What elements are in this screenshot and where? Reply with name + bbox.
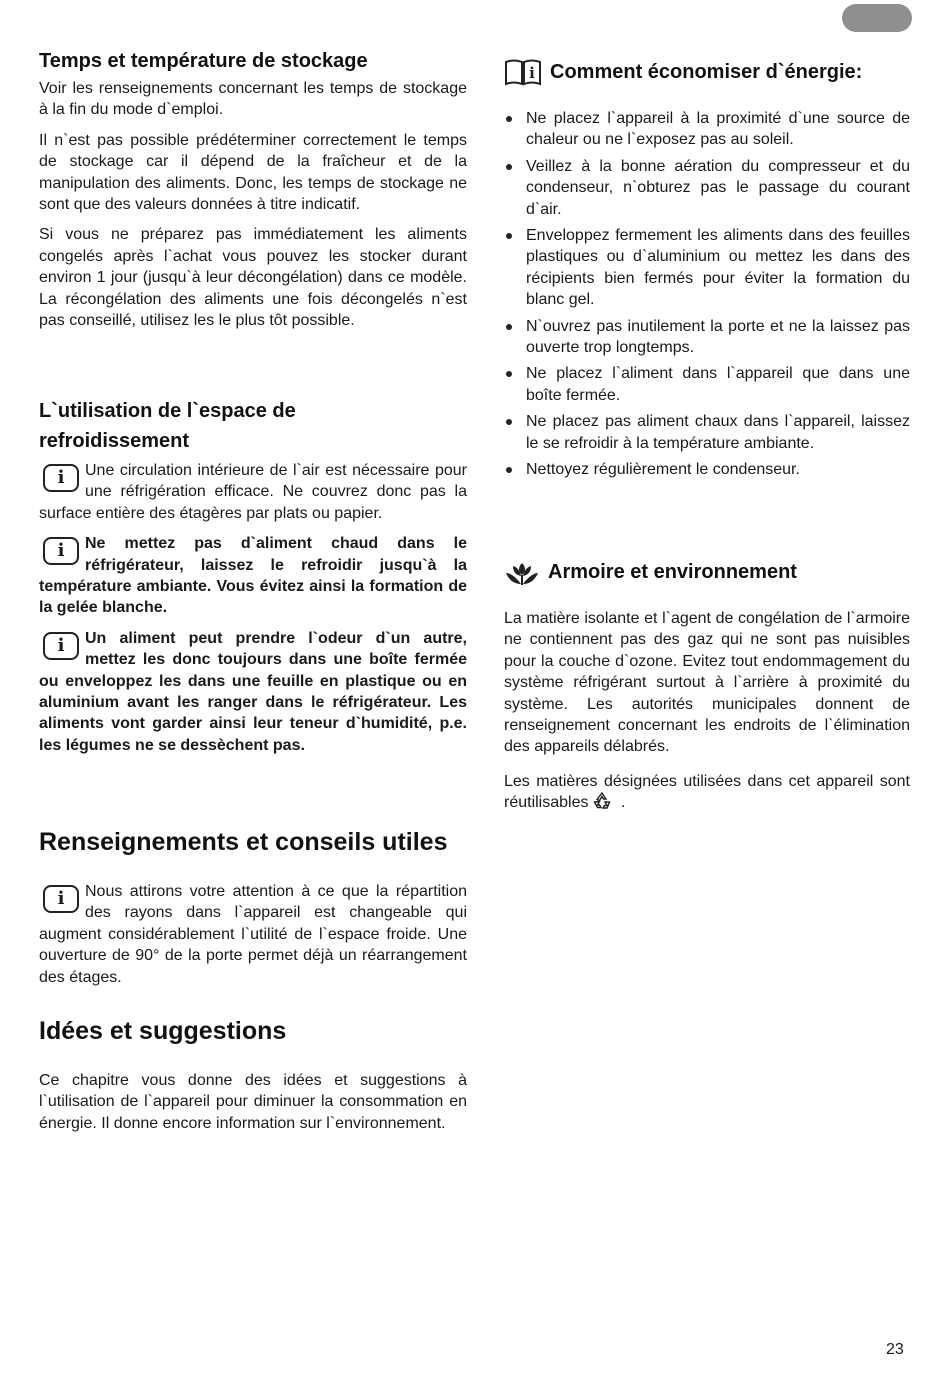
info-icon: i [43, 632, 79, 660]
cooling-note-3-text: Un aliment peut prendre l`odeur d`un autre, mettez les donc toujours dans une boîte fermée ou enveloppez les dans une feuille en plastique ou en aluminium avant les ranger dans le réfrigérateur. Les aliments vont garder ainsi leur teneur d`humidité, p.e. les légumes ne se dessèchent pas. [39, 629, 467, 754]
list-item: Enveloppez fermement les aliments dans des feuilles plastiques ou d`aluminium ou mettez les dans des récipients bien fermés pour éviter la formation du blanc gel. [504, 225, 910, 311]
flower-icon [504, 557, 540, 587]
environment-paragraph-2-text: Les matières désignées utilisées dans cet appareil sont réutilisables [504, 772, 910, 812]
environment-paragraph-2-end: . [620, 794, 626, 812]
energy-list [504, 108, 910, 481]
tips-title: Renseignements et conseils utiles [39, 828, 448, 856]
list-item: Ne placez pas aliment chaux dans l`appareil, laissez le se refroidir à la température ambiante. [504, 411, 910, 454]
cooling-title: L`utilisation de l`espace de refroidissement [39, 400, 296, 452]
list-item: N`ouvrez pas inutilement la porte et ne la laissez pas ouverte trop longtemps. [504, 316, 910, 359]
energy-heading [504, 57, 910, 87]
environment-paragraph-2 [504, 771, 910, 817]
storage-paragraph-2: Il n`est pas possible prédéterminer correctement le temps de stockage car il dépend de la fraîcheur et de la manipulation des aliments. Donc, les temps de stockage ne sont que des valeurs données à titre indicatif. [39, 131, 467, 214]
cooling-note-2-text: Ne mettez pas d`aliment chaud dans le réfrigérateur, laissez le refroidir jusqu`à la température ambiante. Vous évitez ainsi la formation de la gelée blanche. [39, 535, 467, 617]
environment-section [504, 557, 910, 817]
recycle-icon [592, 792, 612, 816]
environment-title: Armoire et environnement [548, 561, 797, 583]
environment-heading [504, 557, 910, 587]
page-number: 23 [886, 1341, 904, 1358]
tips-note [39, 881, 467, 988]
cooling-note-3 [39, 628, 467, 756]
tips-note-text: Nous attirons votre attention à ce que la répartition des rayons dans l`appareil est changeable qui augment considérablement l`utilité de l`espace froide. Une ouverture de 90° de la porte permet déjà un réarrangement des étages. [39, 883, 467, 986]
info-icon: i [43, 885, 79, 913]
info-icon: i [43, 464, 79, 492]
cooling-note-2 [39, 533, 467, 619]
list-item: Ne placez l`aliment dans l`appareil que dans une boîte fermée. [504, 363, 910, 406]
storage-paragraph-3: Si vous ne préparez pas immédiatement les aliments congelés après l`achat vous pouvez les stocker durant environ 1 jour (jusqu`à leur décongélation) dans ce modèle. La récongélation des aliments une fois décongelés n`est pas conseillé, utilisez les le plus tôt possible. [39, 226, 467, 330]
energy-section [504, 57, 910, 486]
ideas-paragraph: Ce chapitre vous donne des idées et suggestions à l`utilisation de l`appareil pour diminuer la consommation en énergie. Il donne encore information sur l`environnement. [39, 1072, 467, 1132]
energy-title: Comment économiser d`énergie: [550, 61, 863, 83]
cooling-note-1 [39, 460, 467, 524]
svg-text:i: i [529, 64, 535, 82]
list-item: Veillez à la bonne aération du compresseur et du condenseur, n`obturez pas le passage du courant d`air. [504, 156, 910, 220]
list-item: Ne placez l`appareil à la proximité d`une source de chaleur ou ne l`exposez pas au soleil. [504, 108, 910, 151]
tips-section [39, 826, 467, 988]
ideas-title: Idées et suggestions [39, 1017, 287, 1045]
storage-paragraph-1: Voir les renseignements concernant les temps de stockage à la fin du mode d`emploi. [39, 80, 467, 119]
page-tab-marker [842, 4, 912, 32]
cooling-note-1-text: Une circulation intérieure de l`air est nécessaire pour une réfrigération efficace. Ne couvrez donc pas la surface entière des étagères par plats ou papier. [39, 462, 467, 522]
cooling-section [39, 396, 467, 756]
book-info-icon [504, 58, 542, 86]
storage-title: Temps et température de stockage [39, 50, 368, 72]
storage-section [39, 46, 467, 331]
ideas-section [39, 1015, 467, 1134]
environment-paragraph-1: La matière isolante et l`agent de congélation de l`armoire ne contiennent pas des gaz qui ne sont pas nuisibles pour la couche d`ozone. Evitez tout endommagement du système réfrigérant surtout à l`arrière à proximité du système. Les autorités municipales donnent de renseignement concernant les endroits de l`élimination des appareils délabrés. [504, 610, 910, 756]
list-item: Nettoyez régulièrement le condenseur. [504, 459, 910, 480]
info-icon: i [43, 537, 79, 565]
